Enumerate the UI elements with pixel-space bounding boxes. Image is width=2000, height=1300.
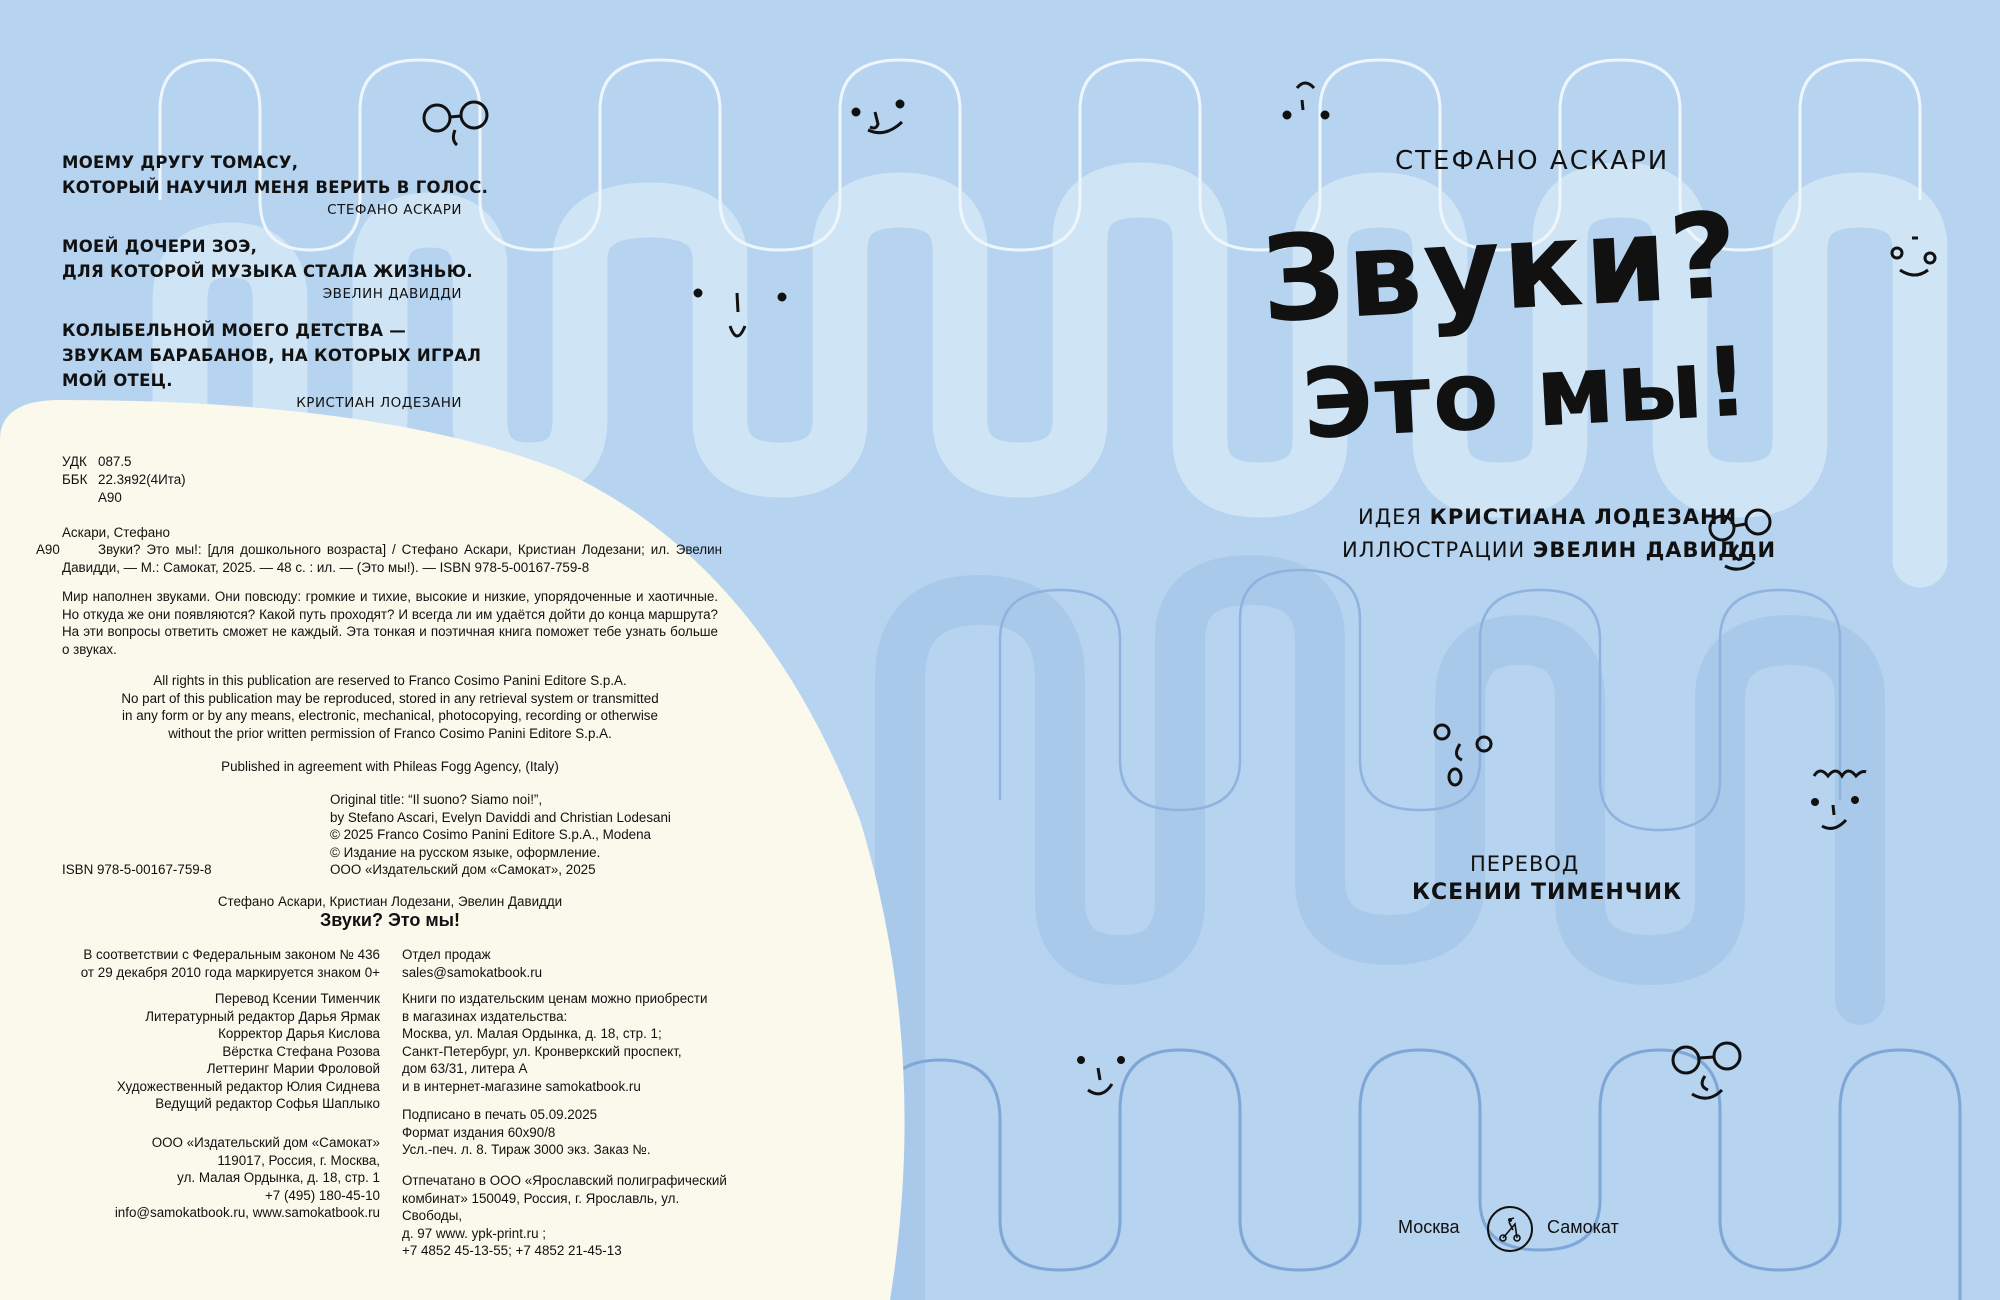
scooter-rider-icon (1487, 1206, 1533, 1252)
udk-label: УДК (62, 454, 87, 469)
side-code: А90 (36, 542, 60, 557)
bibliographic-record: Звуки? Это мы!: [для дошкольного возраста] / Стефано Аскари, Кристиан Лодезани; ил. Эвелин Давидди, — М.: Самокат, 2025. — 48 с. : ил. — (Это мы!). — ISBN 978-5-00167-759-8 (62, 542, 722, 575)
idea-credit (1358, 505, 1737, 529)
author-heading: Аскари, Стефано (62, 525, 171, 540)
scooter-rider-icon (1495, 1214, 1525, 1244)
sales-block: Отдел продаж sales@samokatbook.ru (402, 947, 543, 980)
translator-label: ПЕРЕВОД (1470, 852, 1580, 876)
bbk-value: 22.3я92(4Ита) (98, 472, 186, 487)
copyright-ru: ООО «Издательский дом «Самокат», 2025 (330, 862, 596, 877)
illustrations-credit (1342, 538, 1776, 562)
publisher-name: Самокат (1547, 1217, 1619, 1237)
illustrations-label: ИЛЛЮСТРАЦИИ (1342, 538, 1526, 562)
cover-title-line2: Это мы! (1299, 325, 1754, 461)
publisher-city: Москва (1398, 1217, 1460, 1237)
translator-name: КСЕНИИ ТИМЕНЧИК (1412, 880, 1682, 905)
dedication-line: МОЕЙ ДОЧЕРИ ЗОЭ, (62, 237, 258, 256)
law-block: В соответствии с Федеральным законом № 436 от 29 декабря 2010 года маркируется знаком 0+ (80, 947, 380, 980)
agency-line: Published in agreement with Phileas Fogg Agency, (Italy) (221, 759, 559, 774)
authors-line: Стефано Аскари, Кристиан Лодезани, Эвелин Давидди (217, 894, 563, 909)
illustrations-name: ЭВЕЛИН ДАВИДДИ (1532, 538, 1777, 562)
idea-name: КРИСТИАНА ЛОДЕЗАНИ (1429, 505, 1738, 529)
dedication-line: ДЛЯ КОТОРОЙ МУЗЫКА СТАЛА ЖИЗНЬЮ. (62, 262, 473, 281)
original-title-block: Original title: “Il suono? Siamo noi!”, by Stefano Ascari, Evelyn Daviddi and Christian Lodesani © 2025 Franco Cosimo Panini Editore S.p.A., Modena © Издание на русском языке, оформление. (330, 792, 671, 860)
imprint-page (0, 0, 730, 1300)
dedication-line: МОЕМУ ДРУГУ ТОМАСУ, (62, 153, 299, 172)
book-title: Звуки? Это мы! (319, 910, 461, 930)
rights-block: All rights in this publication are reserved to Franco Cosimo Panini Editore S.p.A. No part of this publication may be reproduced, stored in any retrieval system or transmitted in any form or by any means, electronic, mechanical, photocopying, recording or otherwise without the prior written permission of Franco Cosimo Panini Editore S.p.A. (121, 673, 659, 741)
cover-author: СТЕФАНО АСКАРИ (1395, 146, 1670, 176)
print-info-block: Подписано в печать 05.09.2025 Формат издания 60x90/8 Усл.-печ. л. 8. Тираж 3000 экз. Заказ №. (402, 1107, 651, 1157)
dedication-author: ЭВЕЛИН ДАВИДДИ (322, 286, 462, 302)
dedication-line: КОЛЫБЕЛЬНОЙ МОЕГО ДЕТСТВА — (62, 321, 407, 340)
dedication-author: КРИСТИАН ЛОДЕЗАНИ (296, 395, 462, 411)
dedication-line: КОТОРЫЙ НАУЧИЛ МЕНЯ ВЕРИТЬ В ГОЛОС. (62, 178, 489, 197)
shops-block: Книги по издательским ценам можно приобрести в магазинах издательства: Москва, ул. Малая Ордынка, д. 18, стр. 1; Санкт-Петербург, ул. Кронверкский проспект, дом 63/31, литера А и в интернет-магазине samokatbook.ru (402, 991, 708, 1094)
annotation: Мир наполнен звуками. Они повсюду: громкие и тихие, высокие и низкие, упорядоченные и хаотичные. Но откуда же они появляются? Какой путь проходят? И всегда ли им удаётся дойти до конца маршрута? На эти вопросы ответить сможет не каждый. Эта тонкая и поэтичная книга поможет тебе узнать больше о звуках. (62, 589, 718, 657)
dedication-line: ЗВУКАМ БАРАБАНОВ, НА КОТОРЫХ ИГРАЛ МОЙ ОТЕЦ. (62, 346, 482, 390)
catalog-code: А90 (98, 490, 122, 505)
bbk-label: ББК (62, 472, 88, 487)
isbn: ISBN 978-5-00167-759-8 (62, 862, 212, 877)
printer-block: Отпечатано в ООО «Ярославский полиграфический комбинат» 150049, Россия, г. Ярославль, ул. Свободы, д. 97 www. ypk-print.ru ; +7 4852 45-13-55; +7 4852 21-45-13 (402, 1173, 727, 1258)
idea-label: ИДЕЯ (1358, 505, 1422, 529)
dedication-author: СТЕФАНО АСКАРИ (327, 202, 462, 218)
cover-title-line1: Звуки? (1257, 185, 1744, 349)
udk-value: 087.5 (98, 454, 132, 469)
publisher-block: ООО «Издательский дом «Самокат» 119017, Россия, г. Москва, ул. Малая Ордынка, д. 18, стр. 1 +7 (495) 180-45-10 info@samokatbook.ru, www.samokatbook.ru (114, 1135, 380, 1220)
staff-block: Перевод Ксении Тименчик Литературный редактор Дарья Ярмак Корректор Дарья Кислова Вёрстка Стефана Розова Леттеринг Марии Фроловой Художественный редактор Юлия Сиднева Ведущий редактор Софья Шаплыко (116, 991, 380, 1111)
